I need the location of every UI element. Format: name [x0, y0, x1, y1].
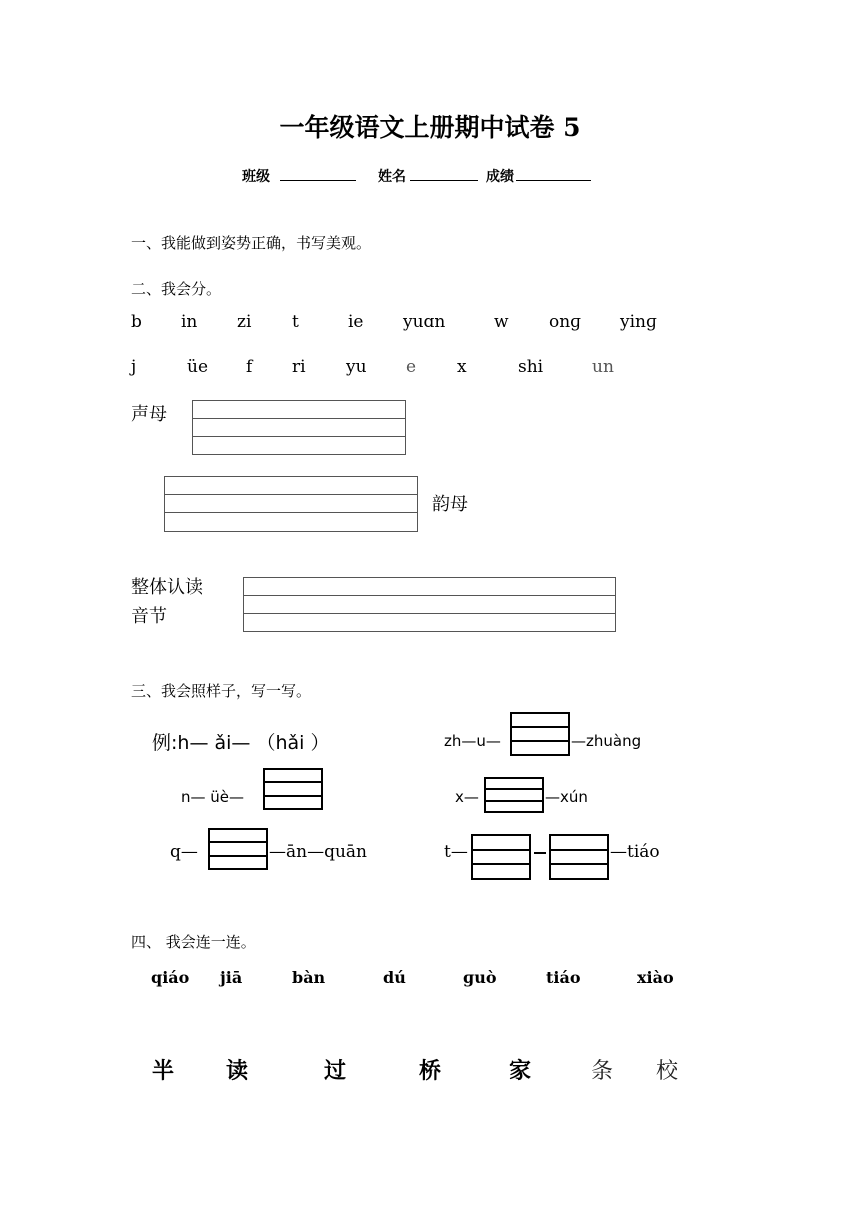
- q5-answer-box-2[interactable]: [549, 834, 609, 880]
- name-label: 姓名: [378, 169, 406, 185]
- pinyin-item: x: [457, 357, 467, 377]
- q3-answer-box[interactable]: [484, 777, 544, 813]
- q4-left: q—: [170, 842, 198, 862]
- match-pinyin[interactable]: dú: [383, 968, 406, 987]
- match-hanzi[interactable]: 条: [591, 1059, 614, 1084]
- pinyin-item: yu: [346, 357, 367, 377]
- match-pinyin[interactable]: xiào: [637, 968, 674, 987]
- match-hanzi[interactable]: 半: [152, 1058, 175, 1084]
- score-blank[interactable]: [516, 166, 591, 185]
- match-pinyin[interactable]: jiā: [220, 968, 243, 987]
- q5-left: t—: [444, 842, 468, 862]
- q5-answer-box-1[interactable]: [471, 834, 531, 880]
- pinyin-item: üe: [187, 357, 209, 377]
- match-pinyin[interactable]: ɡuò: [463, 968, 497, 987]
- zhengti-label-line2: 音节: [131, 606, 167, 627]
- pinyin-item: f: [246, 357, 253, 377]
- q1-right: —zhuàng: [571, 732, 642, 750]
- section-3-heading: 三、我会照样子，写一写。: [131, 682, 312, 700]
- section-1-heading: 一、我能做到姿势正确，书写美观。: [131, 234, 372, 252]
- class-label: 班级: [242, 169, 270, 185]
- match-pinyin[interactable]: qiáo: [151, 968, 190, 987]
- pinyin-item: yinɡ: [620, 312, 657, 332]
- pinyin-item: un: [592, 357, 614, 377]
- example-text: 例:h— ǎi— （hǎi ）: [152, 732, 330, 754]
- pinyin-item: zi: [237, 312, 252, 332]
- match-hanzi[interactable]: 读: [226, 1058, 249, 1084]
- yunmu-writing-grid[interactable]: [164, 476, 418, 532]
- q3-left: x—: [455, 788, 479, 806]
- section-4-heading: 四、 我会连一连。: [131, 933, 256, 951]
- match-hanzi[interactable]: 桥: [419, 1058, 442, 1084]
- yunmu-label: 韵母: [432, 494, 468, 515]
- match-hanzi[interactable]: 校: [656, 1059, 679, 1084]
- pinyin-item: b: [131, 312, 142, 332]
- class-blank[interactable]: [280, 166, 356, 185]
- q4-answer-box[interactable]: [208, 828, 268, 870]
- q2-left: n— üè—: [181, 788, 245, 806]
- q1-answer-box[interactable]: [510, 712, 570, 756]
- shengmu-writing-grid[interactable]: [192, 400, 406, 455]
- section-2-heading: 二、我会分。: [131, 280, 222, 298]
- shengmu-label: 声母: [131, 404, 167, 425]
- pinyin-item: onɡ: [549, 312, 582, 332]
- match-hanzi[interactable]: 家: [509, 1058, 532, 1084]
- page-title: 一年级语文上册期中试卷 5: [279, 113, 581, 142]
- pinyin-item: yuɑn: [403, 312, 446, 332]
- pinyin-item: shi: [518, 357, 544, 377]
- pinyin-item: ie: [348, 312, 364, 332]
- pinyin-item: e: [406, 357, 417, 377]
- pinyin-item: t: [292, 312, 299, 332]
- q3-right: —xún: [545, 788, 588, 806]
- pinyin-item: ri: [292, 357, 306, 377]
- match-pinyin[interactable]: tiáo: [546, 968, 581, 987]
- q2-answer-box[interactable]: [263, 768, 323, 810]
- match-pinyin[interactable]: bàn: [292, 968, 326, 987]
- q1-left: zh—u—: [444, 732, 501, 750]
- pinyin-item: w: [494, 312, 509, 332]
- zhengti-writing-grid[interactable]: [243, 577, 616, 632]
- q5-right: —tiáo: [610, 842, 660, 862]
- match-hanzi[interactable]: 过: [324, 1058, 347, 1084]
- score-label: 成绩: [486, 169, 514, 185]
- pinyin-item: j: [131, 357, 137, 377]
- pinyin-item: in: [181, 312, 198, 332]
- q4-right: —ān—quān: [269, 842, 367, 862]
- name-blank[interactable]: [410, 166, 478, 185]
- q5-dash: [534, 852, 546, 854]
- zhengti-label-line1: 整体认读: [131, 577, 203, 598]
